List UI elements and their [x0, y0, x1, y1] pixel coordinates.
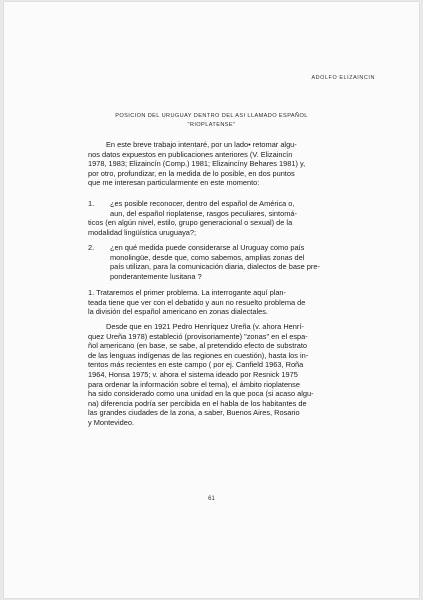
- text-line: na) diferencia podría ser percibida en el habla de los habitantes de: [88, 398, 307, 408]
- text-line: para ordenar la información sobre el tema), el ámbito rioplatense: [88, 379, 300, 389]
- text-line: ¿en qué medida puede considerarse al Uruguay como país: [110, 243, 305, 252]
- text-line: ñol americano (en base, se sabe, al pretendido efecto de substrato: [88, 341, 307, 351]
- article-title-line-1: POSICION DEL URUGUAY DENTRO DEL ASI LLAMADO ESPAÑOL: [115, 113, 308, 119]
- text-line: ha sido considerado como una unidad en la que poca (si acaso algu-: [88, 389, 314, 399]
- text-line: 1964, Honsa 1975; v. ahora el sistema ideado por Resnick 1975: [88, 369, 298, 379]
- text-line: aun, del español rioplatense, rasgos peculiares, sintomá-: [110, 208, 297, 218]
- paragraph-dialect-zones: [88, 322, 356, 428]
- text-line: nos datos expuestos en publicaciones anteriores (V. Elizaincín: [88, 149, 293, 159]
- text-line: teada tiene que ver con el debatido y aun no resuelto problema de: [88, 297, 306, 307]
- text-line: que me interesan particularmente en este momento:: [88, 178, 260, 188]
- text-line: Desde que en 1921 Pedro Henríquez Ureña (v. ahora Henrí-: [106, 322, 304, 331]
- text-line: ticos (en algún nivel, estilo, grupo generacional o sexual) de la: [88, 218, 293, 228]
- text-line: por otro, profundizar, en la medida de lo posible, en dos puntos: [88, 168, 295, 178]
- document-page: [4, 2, 419, 598]
- list-item-number: 1.: [88, 199, 95, 208]
- text-line: En este breve trabajo intentaré, por un lado• retomar algu-: [106, 140, 297, 149]
- article-title-line-2: "RIOPLATENSE": [187, 122, 236, 128]
- article-title: [4, 112, 419, 130]
- text-line: ¿es posible reconocer, dentro del español de América o,: [110, 199, 295, 208]
- text-line: 1. Trataremos el primer problema. La interrogante aquí plan-: [88, 288, 287, 297]
- text-line: y Montevideo.: [88, 417, 135, 427]
- list-item-1: [88, 199, 356, 237]
- list-item-number: 2.: [88, 243, 95, 252]
- text-line: modalidad lingüística uruguaya?;: [88, 227, 197, 237]
- text-line: monolingüe, desde que, como sabemos, amplias zonas del: [110, 252, 305, 262]
- running-header-author: ADOLFO ELIZAINCIN: [311, 75, 375, 81]
- text-line: país utilizan, para la comunicación diaria, dialectos de base pre-: [110, 262, 320, 272]
- text-line: de las lenguas indígenas de las regiones en cuestión), hasta los in-: [88, 350, 309, 360]
- text-line: las grandes ciudades de la zona, a saber, Buenos Aires, Rosario: [88, 408, 300, 418]
- page-number: 61: [208, 496, 215, 502]
- text-line: la división del español americano en zonas dialectales.: [88, 307, 268, 317]
- paragraph-first-problem: [88, 288, 356, 317]
- text-line: quez Ureña 1978) estableció (provisoriamente) "zonas" en el espa-: [88, 331, 308, 341]
- paragraph-intro: [88, 140, 356, 188]
- text-line: ponderantemente lusitana ?: [110, 271, 202, 281]
- list-item-2: [88, 243, 356, 281]
- text-line: 1978, 1983; Elizaincín (Comp.) 1981; Elizaincíny Behares 1981) y,: [88, 159, 306, 169]
- text-line: tentos más recientes en este campo ( por ej. Canfield 1963, Roña: [88, 360, 304, 370]
